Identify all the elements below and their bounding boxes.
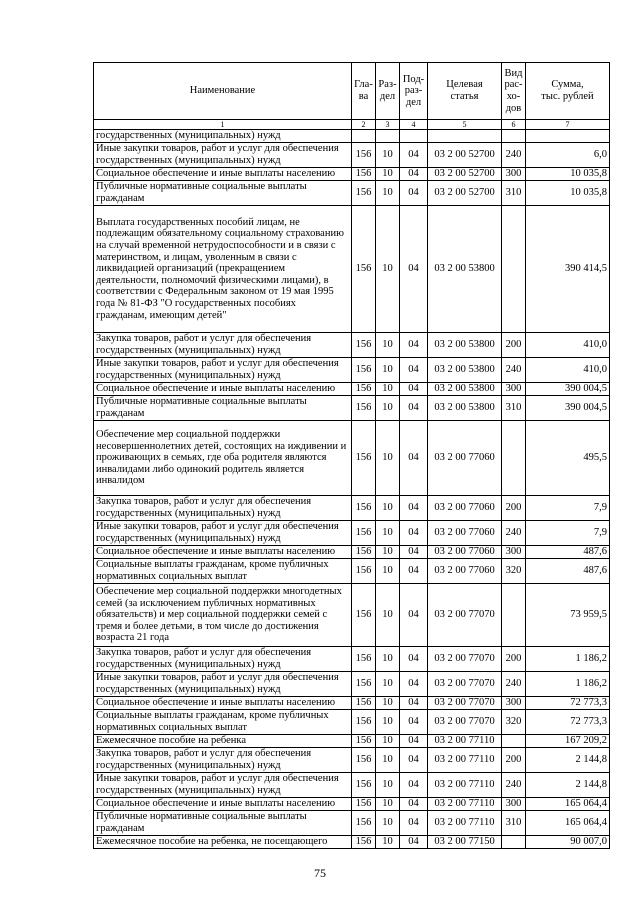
- row-target: 03 2 00 77070: [428, 647, 502, 672]
- row-subsection: 04: [400, 546, 428, 559]
- row-chapter: 156: [352, 647, 376, 672]
- row-name: Ежемесячное пособие на ребенка, не посещающего: [94, 836, 352, 849]
- table-row: [94, 521, 610, 546]
- row-expense-type: [502, 206, 526, 333]
- table-row: [94, 358, 610, 383]
- table-row: [94, 546, 610, 559]
- row-expense-type: 200: [502, 647, 526, 672]
- row-section: 10: [376, 697, 400, 710]
- row-section: 10: [376, 396, 400, 421]
- row-subsection: 04: [400, 735, 428, 748]
- table-row: [94, 773, 610, 798]
- row-section: [376, 130, 400, 143]
- row-target: 03 2 00 77110: [428, 748, 502, 773]
- table-row: [94, 584, 610, 647]
- row-name: Социальные выплаты гражданам, кроме публичных нормативных социальных выплат: [94, 559, 352, 584]
- column-number: 4: [400, 120, 428, 130]
- table-row: [94, 836, 610, 849]
- row-target: 03 2 00 77110: [428, 798, 502, 811]
- row-chapter: 156: [352, 206, 376, 333]
- row-target: 03 2 00 52700: [428, 143, 502, 168]
- row-expense-type: [502, 735, 526, 748]
- row-section: 10: [376, 333, 400, 358]
- row-amount: 1 186,2: [526, 672, 610, 697]
- row-name: Иные закупки товаров, работ и услуг для обеспечения государственных (муниципальных) нужд: [94, 521, 352, 546]
- table-row: [94, 697, 610, 710]
- row-expense-type: 240: [502, 143, 526, 168]
- row-section: 10: [376, 773, 400, 798]
- row-expense-type: [502, 836, 526, 849]
- row-section: 10: [376, 521, 400, 546]
- table-body: [94, 130, 610, 849]
- row-amount: 410,0: [526, 358, 610, 383]
- row-name: Закупка товаров, работ и услуг для обеспечения государственных (муниципальных) нужд: [94, 647, 352, 672]
- row-section: 10: [376, 421, 400, 496]
- row-name: Иные закупки товаров, работ и услуг для обеспечения государственных (муниципальных) нужд: [94, 358, 352, 383]
- row-amount: 72 773,3: [526, 710, 610, 735]
- row-expense-type: 240: [502, 521, 526, 546]
- row-name: Социальное обеспечение и иные выплаты населению: [94, 546, 352, 559]
- table-row: [94, 333, 610, 358]
- row-amount: 7,9: [526, 521, 610, 546]
- table-row: [94, 798, 610, 811]
- row-expense-type: 300: [502, 546, 526, 559]
- row-amount: 390 004,5: [526, 383, 610, 396]
- row-expense-type: 240: [502, 773, 526, 798]
- row-target: 03 2 00 53800: [428, 333, 502, 358]
- row-target: 03 2 00 77110: [428, 773, 502, 798]
- row-expense-type: 320: [502, 559, 526, 584]
- row-section: 10: [376, 143, 400, 168]
- row-subsection: 04: [400, 143, 428, 168]
- table-row: [94, 206, 610, 333]
- header-target: Целевая статья: [428, 63, 502, 120]
- table-row: [94, 735, 610, 748]
- row-expense-type: 300: [502, 697, 526, 710]
- table-row: [94, 421, 610, 496]
- row-section: 10: [376, 672, 400, 697]
- row-expense-type: 240: [502, 672, 526, 697]
- row-expense-type: 310: [502, 811, 526, 836]
- row-name: Иные закупки товаров, работ и услуг для обеспечения государственных (муниципальных) нужд: [94, 773, 352, 798]
- row-subsection: 04: [400, 396, 428, 421]
- row-section: 10: [376, 206, 400, 333]
- table-row: [94, 181, 610, 206]
- row-amount: 72 773,3: [526, 697, 610, 710]
- table-row: [94, 143, 610, 168]
- row-name: Закупка товаров, работ и услуг для обеспечения государственных (муниципальных) нужд: [94, 748, 352, 773]
- row-expense-type: [502, 584, 526, 647]
- row-target: 03 2 00 77060: [428, 496, 502, 521]
- row-chapter: 156: [352, 181, 376, 206]
- row-name: Обеспечение мер социальной поддержки несовершеннолетних детей, состоящих на иждивении и проживающих в семьях, где оба родителя являются инвалидами либо одинокий родитель является инвалидом: [94, 421, 352, 496]
- row-chapter: 156: [352, 773, 376, 798]
- row-target: 03 2 00 77060: [428, 559, 502, 584]
- row-name: Закупка товаров, работ и услуг для обеспечения государственных (муниципальных) нужд: [94, 333, 352, 358]
- row-subsection: 04: [400, 710, 428, 735]
- header-section: Раз- дел: [376, 63, 400, 120]
- row-amount: 167 209,2: [526, 735, 610, 748]
- row-subsection: 04: [400, 647, 428, 672]
- row-section: 10: [376, 798, 400, 811]
- row-amount: 495,5: [526, 421, 610, 496]
- row-chapter: 156: [352, 396, 376, 421]
- row-name: государственных (муниципальных) нужд: [94, 130, 352, 143]
- table-row: [94, 672, 610, 697]
- row-subsection: 04: [400, 206, 428, 333]
- row-expense-type: 300: [502, 383, 526, 396]
- row-chapter: 156: [352, 333, 376, 358]
- row-name: Выплата государственных пособий лицам, не подлежащим обязательному социальному страхованию на случай временной нетрудоспособности и в связи с материнством, и лицам, уволенным в связи с ликвидацией организаций (прекращением деятельности, полномочий физическими лицами), в соответствии с Федеральным законом от 19 мая 1995 года № 81-ФЗ "О государственных пособиях гражданам, имеющим детей": [94, 206, 352, 333]
- row-subsection: 04: [400, 773, 428, 798]
- table-row: [94, 396, 610, 421]
- row-chapter: 156: [352, 546, 376, 559]
- row-target: 03 2 00 77070: [428, 697, 502, 710]
- row-chapter: 156: [352, 811, 376, 836]
- row-subsection: 04: [400, 697, 428, 710]
- row-section: 10: [376, 546, 400, 559]
- row-amount: 487,6: [526, 546, 610, 559]
- column-number: 7: [526, 120, 610, 130]
- table-row: [94, 811, 610, 836]
- row-section: 10: [376, 559, 400, 584]
- row-target: 03 2 00 53800: [428, 206, 502, 333]
- row-target: 03 2 00 53800: [428, 396, 502, 421]
- row-section: 10: [376, 358, 400, 383]
- row-section: 10: [376, 584, 400, 647]
- row-amount: 487,6: [526, 559, 610, 584]
- row-section: 10: [376, 647, 400, 672]
- row-chapter: 156: [352, 358, 376, 383]
- row-section: 10: [376, 748, 400, 773]
- row-section: 10: [376, 181, 400, 206]
- row-subsection: 04: [400, 584, 428, 647]
- row-name: Публичные нормативные социальные выплаты гражданам: [94, 811, 352, 836]
- row-subsection: 04: [400, 836, 428, 849]
- row-subsection: 04: [400, 358, 428, 383]
- row-amount: 165 064,4: [526, 811, 610, 836]
- table-row: [94, 559, 610, 584]
- column-number-row: [94, 120, 610, 130]
- row-chapter: 156: [352, 798, 376, 811]
- row-chapter: [352, 130, 376, 143]
- row-target: 03 2 00 77070: [428, 672, 502, 697]
- row-chapter: 156: [352, 559, 376, 584]
- column-number: 2: [352, 120, 376, 130]
- row-name: Иные закупки товаров, работ и услуг для обеспечения государственных (муниципальных) нужд: [94, 143, 352, 168]
- row-subsection: 04: [400, 383, 428, 396]
- row-name: Обеспечение мер социальной поддержки многодетных семей (за исключением публичных нормативных обязательств) и мер социальной поддержки семей с тремя и более детьми, в том числе до достижения возраста 21 года: [94, 584, 352, 647]
- row-subsection: 04: [400, 521, 428, 546]
- row-chapter: 156: [352, 584, 376, 647]
- row-expense-type: 310: [502, 396, 526, 421]
- row-target: 03 2 00 77060: [428, 521, 502, 546]
- row-amount: [526, 130, 610, 143]
- row-target: 03 2 00 77070: [428, 710, 502, 735]
- row-expense-type: [502, 421, 526, 496]
- row-chapter: 156: [352, 168, 376, 181]
- row-name: Социальное обеспечение и иные выплаты населению: [94, 697, 352, 710]
- row-amount: 10 035,8: [526, 168, 610, 181]
- row-name: Социальное обеспечение и иные выплаты населению: [94, 798, 352, 811]
- row-expense-type: 300: [502, 168, 526, 181]
- row-amount: 7,9: [526, 496, 610, 521]
- row-chapter: 156: [352, 836, 376, 849]
- row-amount: 1 186,2: [526, 647, 610, 672]
- row-expense-type: 240: [502, 358, 526, 383]
- row-subsection: [400, 130, 428, 143]
- column-number: 1: [94, 120, 352, 130]
- row-chapter: 156: [352, 748, 376, 773]
- row-chapter: 156: [352, 143, 376, 168]
- row-amount: 73 959,5: [526, 584, 610, 647]
- row-expense-type: 200: [502, 496, 526, 521]
- row-target: 03 2 00 77060: [428, 546, 502, 559]
- row-name: Социальное обеспечение и иные выплаты населению: [94, 383, 352, 396]
- table-row: [94, 168, 610, 181]
- row-target: 03 2 00 53800: [428, 383, 502, 396]
- row-subsection: 04: [400, 421, 428, 496]
- header-amount: Сумма, тыс. рублей: [526, 63, 610, 120]
- row-subsection: 04: [400, 672, 428, 697]
- header-subsection: Под- раз- дел: [400, 63, 428, 120]
- row-name: Иные закупки товаров, работ и услуг для обеспечения государственных (муниципальных) нужд: [94, 672, 352, 697]
- row-chapter: 156: [352, 697, 376, 710]
- row-subsection: 04: [400, 798, 428, 811]
- header-name: Наименование: [94, 63, 352, 120]
- row-expense-type: 300: [502, 798, 526, 811]
- row-target: 03 2 00 77150: [428, 836, 502, 849]
- row-chapter: 156: [352, 496, 376, 521]
- budget-table: [93, 62, 610, 849]
- row-name: Закупка товаров, работ и услуг для обеспечения государственных (муниципальных) нужд: [94, 496, 352, 521]
- row-name: Публичные нормативные социальные выплаты гражданам: [94, 181, 352, 206]
- row-section: 10: [376, 496, 400, 521]
- row-subsection: 04: [400, 748, 428, 773]
- row-target: [428, 130, 502, 143]
- row-subsection: 04: [400, 181, 428, 206]
- table-row: [94, 383, 610, 396]
- column-number: 6: [502, 120, 526, 130]
- row-amount: 2 144,8: [526, 773, 610, 798]
- row-chapter: 156: [352, 735, 376, 748]
- row-section: 10: [376, 383, 400, 396]
- row-target: 03 2 00 77070: [428, 584, 502, 647]
- row-amount: 390 004,5: [526, 396, 610, 421]
- row-section: 10: [376, 710, 400, 735]
- row-section: 10: [376, 735, 400, 748]
- row-amount: 6,0: [526, 143, 610, 168]
- row-target: 03 2 00 77060: [428, 421, 502, 496]
- row-amount: 2 144,8: [526, 748, 610, 773]
- row-expense-type: 200: [502, 333, 526, 358]
- row-amount: 390 414,5: [526, 206, 610, 333]
- row-chapter: 156: [352, 421, 376, 496]
- header-expense-type: Вид рас- хо- дов: [502, 63, 526, 120]
- row-section: 10: [376, 168, 400, 181]
- row-amount: 165 064,4: [526, 798, 610, 811]
- row-chapter: 156: [352, 521, 376, 546]
- row-subsection: 04: [400, 333, 428, 358]
- table-row: [94, 710, 610, 735]
- page-number: 75: [314, 866, 326, 880]
- row-expense-type: 310: [502, 181, 526, 206]
- row-chapter: 156: [352, 710, 376, 735]
- row-amount: 10 035,8: [526, 181, 610, 206]
- row-name: Публичные нормативные социальные выплаты гражданам: [94, 396, 352, 421]
- row-name: Социальное обеспечение и иные выплаты населению: [94, 168, 352, 181]
- row-amount: 410,0: [526, 333, 610, 358]
- row-subsection: 04: [400, 559, 428, 584]
- table-header-row: [94, 63, 610, 120]
- table-row: [94, 748, 610, 773]
- row-target: 03 2 00 52700: [428, 181, 502, 206]
- row-expense-type: 200: [502, 748, 526, 773]
- row-target: 03 2 00 77110: [428, 811, 502, 836]
- row-target: 03 2 00 52700: [428, 168, 502, 181]
- row-target: 03 2 00 77110: [428, 735, 502, 748]
- row-name: Социальные выплаты гражданам, кроме публичных нормативных социальных выплат: [94, 710, 352, 735]
- row-subsection: 04: [400, 168, 428, 181]
- row-chapter: 156: [352, 383, 376, 396]
- row-section: 10: [376, 836, 400, 849]
- table-row: [94, 496, 610, 521]
- row-expense-type: [502, 130, 526, 143]
- row-section: 10: [376, 811, 400, 836]
- row-amount: 90 007,0: [526, 836, 610, 849]
- row-subsection: 04: [400, 811, 428, 836]
- row-subsection: 04: [400, 496, 428, 521]
- table-row: [94, 130, 610, 143]
- row-chapter: 156: [352, 672, 376, 697]
- row-name: Ежемесячное пособие на ребенка: [94, 735, 352, 748]
- row-expense-type: 320: [502, 710, 526, 735]
- table-row: [94, 647, 610, 672]
- row-target: 03 2 00 53800: [428, 358, 502, 383]
- header-chapter: Гла- ва: [352, 63, 376, 120]
- column-number: 5: [428, 120, 502, 130]
- column-number: 3: [376, 120, 400, 130]
